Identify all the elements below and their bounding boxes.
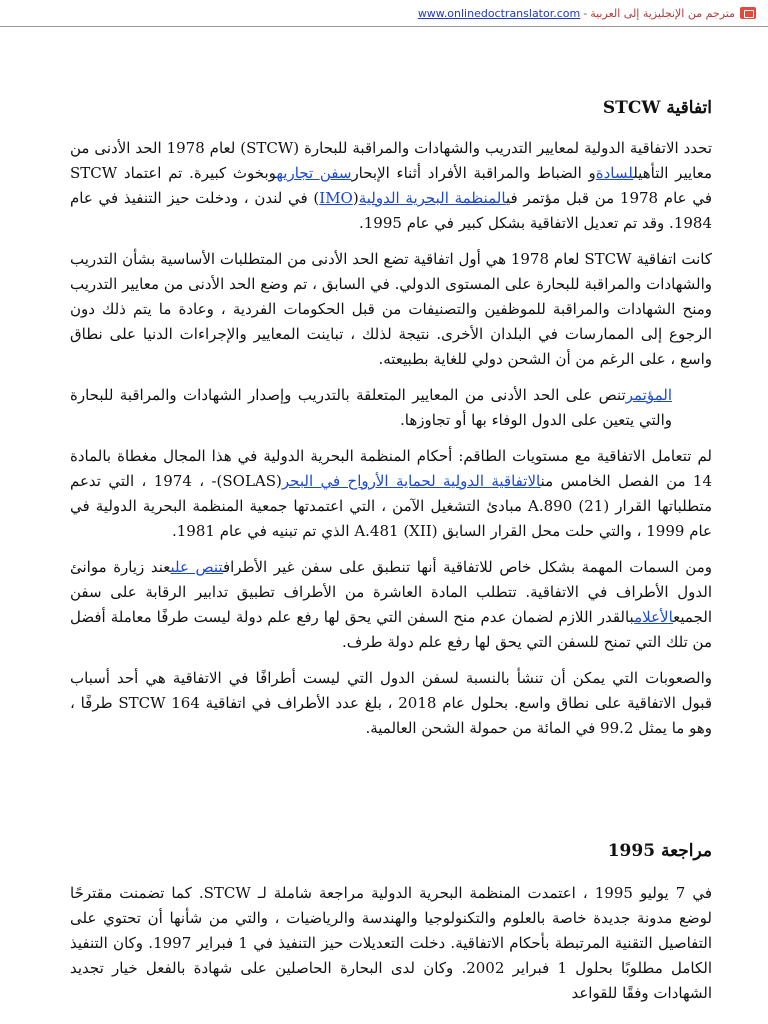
- non-parties-text-a: ومن السمات المهمة بشكل خاص للاتفاقية أنها تنطبق على سفن غير الأطراف: [222, 558, 712, 576]
- intro-text-e: ) في لندن ، ودخلت حيز التنفيذ في عام 1984. وقد تم تعديل الاتفاقية بشكل كبير في عام 1995.: [70, 189, 712, 232]
- translator-header-bar: [0, 0, 768, 27]
- paragraph-non-parties: [70, 555, 712, 655]
- non-parties-text-b: عند زيارة موانئ الدول الأطراف في الاتفاقية. تتطلب المادة العاشرة من الأطراف تطبيق تدابير الرقابة على سفن الجميع: [70, 558, 712, 626]
- intro-text-c: وبخوث كبيرة. تم اعتماد STCW في عام 1978 من قبل مؤتمر في: [70, 164, 712, 207]
- link-solas[interactable]: الاتفاقية الدولية لحماية الأرواح في البحر: [281, 472, 541, 490]
- paragraph-manning: [70, 444, 712, 544]
- link-conference[interactable]: المؤتمر: [625, 386, 672, 404]
- paragraph-revision: في 7 يوليو 1995 ، اعتمدت المنظمة البحرية الدولية مراجعة شاملة لـ STCW. كما تضمنت مقترحًا لوضع مدونة جديدة خاصة بالعلوم والتكنولوجيا والهندسة والرياضيات ، والتي من شأنها أن تحتوي على التفاصيل التقنية المرتبطة بأحكام الاتفاقية. دخلت التعديلات حيز التنفيذ في 1 فبراير 1997. وكان التنفيذ الكامل مطلوبًا بحلول 1 فبراير 2002. وكان لدى البحارة الحاصلين على شهادة بالفعل خيار تجديد الشهادات وفقًا للقواعد: [70, 884, 712, 1002]
- section-title-1995-revision: مراجعة 1995: [607, 841, 712, 861]
- non-parties-text-c: بالقدر اللازم لضمان عدم منح السفن التي يحق لها رفع علم دولة ليست طرفًا معاملة أفضل من تلك التي تمنح للسفن التي يحق لها رفع علم دولة طرف.: [70, 608, 712, 651]
- translator-url-link[interactable]: www.onlinedoctranslator.com: [417, 7, 581, 20]
- paragraph-convention: [70, 383, 672, 433]
- paragraph-history: كانت اتفاقية STCW لعام 1978 هي أول اتفاقية تضع الحد الأدنى من المتطلبات الأساسية بشأن التدريب والشهادات والمراقبة للبحارة على المستوى الدولي. في السابق ، تم وضع الحد الأدنى من معايير التدريب ومنح الشهادات والمراقبة للموظفين والتصنيفات من قبل الحكومات الفردية ، وعادة ما يتم ذلك دون الرجوع إلى الممارسات في البلدان الأخرى. نتيجة لذلك ، تباينت المعايير والإجراءات الدنيا على نطاق واسع ، على الرغم من أن الشحن دولي للغاية بطبيعته.: [70, 250, 713, 368]
- intro-text-a: تحدد الاتفاقية الدولية لمعايير التدريب والشهادات والمراقبة للبحارة (STCW) لعام 1978 الحد الأدنى من معايير التأهيل: [70, 139, 712, 182]
- document-body: [70, 96, 712, 1017]
- translator-promo: [418, 7, 756, 20]
- link-states[interactable]: تنص على: [170, 558, 223, 576]
- link-merchant-ships[interactable]: سفن تجاريه: [276, 164, 352, 182]
- convention-text: تنص على الحد الأدنى من المعايير المتعلقة بالتدريب وإصدار الشهادات والمراقبة للبحارة والتي يتعين على الدول الوفاء بها أو تجاوزها.: [70, 386, 672, 429]
- link-imo-org[interactable]: المنظمة البحرية الدولية: [358, 189, 506, 207]
- link-flags[interactable]: الأعلام: [634, 608, 674, 626]
- link-imo[interactable]: IMO: [319, 189, 353, 207]
- paragraph-intro: [70, 136, 712, 236]
- translator-logo-icon: [740, 7, 756, 19]
- paragraph-acceptance: والصعوبات التي يمكن أن تنشأ بالنسبة لسفن الدول التي ليست أطرافًا في الاتفاقية هي أحد أسباب قبول الاتفاقية على نطاق واسع. بحلول عام 2018 ، بلغ عدد الأطراف في اتفاقية STCW 164 طرفًا ، وهو ما يمثل 99.2 في المائة من حمولة الشحن العالمية.: [70, 669, 712, 737]
- link-masters[interactable]: لسادة: [595, 164, 634, 182]
- translator-label: مترجم من الإنجليزية إلى العربية: [590, 7, 735, 20]
- manning-text-a: لم تتعامل الاتفاقية مع مستويات الطاقم: أحكام المنظمة البحرية الدولية في هذا المجال مغطاة بالمادة 14 من الفصل الخامس من: [70, 447, 712, 490]
- promo-separator: -: [583, 7, 588, 20]
- manning-text-b: (SOLAS)- ، 1974 ، التي تدعم متطلباتها القرار A.890 (21) مبادئ التشغيل الآمن ، التي اعتمدتها جمعية المنظمة البحرية الدولية في عام 1999 ، والتي حلت محل القرار السابق A.481 (XII) الذي تم تبنيه في عام 1981.: [70, 472, 713, 540]
- intro-text-b: و الضباط والمراقبة الأفراد أثناء الإبحار: [351, 164, 596, 182]
- intro-text-d: (: [352, 189, 359, 207]
- section-title-stcw: اتفاقية STCW: [602, 98, 712, 118]
